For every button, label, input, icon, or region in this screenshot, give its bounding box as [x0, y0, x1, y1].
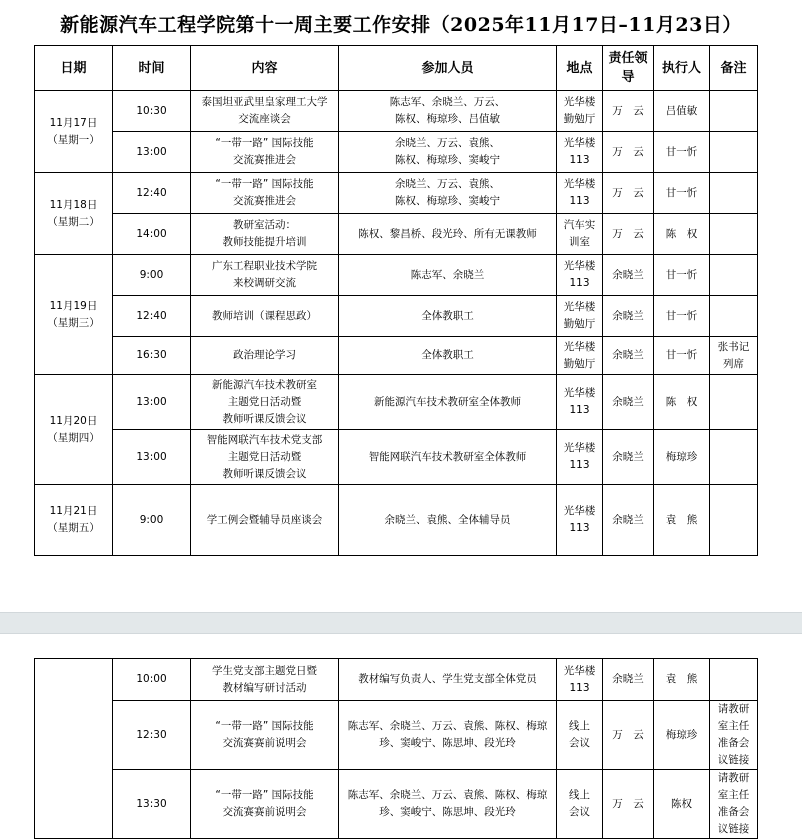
location-cell-line: 113	[569, 404, 590, 416]
location-cell	[557, 430, 603, 485]
participants-cell	[339, 214, 557, 255]
header-location: 地点	[557, 46, 603, 91]
time-cell: 12:40	[113, 296, 191, 337]
content-cell-line: “一带一路” 国际技能	[215, 720, 314, 732]
location-cell-line: 训室	[569, 236, 590, 248]
location-cell	[557, 255, 603, 296]
notes-cell-line: 请教研	[717, 772, 750, 784]
participants-cell-line: 陈权、黎昌桥、段光玲、所有无课教师	[358, 227, 537, 240]
location-cell-line: 113	[569, 681, 590, 694]
executor-cell: 甘一忻	[654, 173, 710, 214]
location-cell	[557, 132, 603, 173]
participants-cell-line: 智能网联汽车技术教研室全体教师	[368, 450, 527, 463]
location-cell-line: 光华楼	[563, 505, 596, 517]
participants-cell-line: 陈权、梅琼珍、窦峻宁	[395, 154, 500, 166]
notes-cell-line: 列席	[723, 357, 744, 370]
weekday-label: （星期三）	[47, 316, 100, 329]
header-date: 日期	[35, 46, 113, 91]
table-row	[35, 132, 758, 173]
table-row	[35, 430, 758, 485]
location-cell-line: 光华楼	[563, 301, 596, 313]
header-content: 内容	[191, 46, 339, 91]
participants-cell	[339, 132, 557, 173]
content-cell	[191, 701, 339, 770]
table-row	[35, 659, 758, 701]
weekday-label: （星期四）	[47, 431, 100, 444]
time-cell: 10:30	[113, 91, 191, 132]
location-cell	[557, 701, 603, 770]
participants-cell-line: 教材编写负责人、学生党支部全体党员	[358, 673, 537, 685]
leader-cell: 万 云	[603, 701, 654, 770]
participants-cell-line: 陈权、梅琼珍、窦峻宁	[395, 195, 500, 207]
participants-cell-line: 陈志军、余晓兰、万云、袁熊、陈权、梅琼	[347, 720, 548, 732]
executor-cell: 甘一忻	[654, 132, 710, 173]
location-cell-line: 113	[569, 277, 590, 289]
notes-cell-line: 张书记	[717, 340, 750, 353]
content-cell	[191, 91, 339, 132]
header-participants: 参加人员	[339, 46, 557, 91]
notes-cell	[710, 173, 758, 214]
table-header-row	[35, 46, 758, 91]
header-notes: 备注	[710, 46, 758, 91]
date-label: 11月18日	[49, 198, 98, 211]
table-row	[35, 375, 758, 430]
location-cell-line: 线上	[569, 789, 590, 801]
content-cell-line: 新能源汽车技术教研室	[212, 378, 317, 391]
executor-cell: 陈 权	[654, 214, 710, 255]
notes-cell-line: 准备会	[717, 806, 750, 818]
weekday-label: （星期五）	[47, 522, 100, 534]
content-cell-line: 交流赛推进会	[233, 195, 296, 207]
time-cell: 12:40	[113, 173, 191, 214]
content-cell	[191, 337, 339, 375]
schedule-table-continued	[34, 658, 758, 839]
time-cell: 13:00	[113, 132, 191, 173]
notes-cell	[710, 701, 758, 770]
table-row	[35, 91, 758, 132]
executor-cell: 袁 熊	[654, 485, 710, 556]
location-cell-line: 光华楼	[563, 178, 596, 190]
content-cell	[191, 255, 339, 296]
participants-cell	[339, 485, 557, 556]
location-cell-line: 勤勉厅	[563, 113, 596, 125]
time-cell: 14:00	[113, 214, 191, 255]
date-label: 11月17日	[49, 116, 98, 129]
participants-cell-line: 全体教职工	[421, 349, 474, 361]
content-cell-line: 来校调研交流	[233, 277, 296, 289]
date-cell	[35, 91, 113, 173]
content-cell-line: 教师培训（课程思政）	[212, 309, 317, 322]
content-cell-line: 交流赛推进会	[233, 154, 296, 166]
content-cell	[191, 430, 339, 485]
executor-cell: 吕值敏	[654, 91, 710, 132]
participants-cell	[339, 659, 557, 701]
participants-cell-line: 陈权、梅琼珍、吕值敏	[395, 113, 500, 125]
location-cell-line: 113	[569, 522, 590, 534]
header-leader: 责任领导	[603, 46, 654, 91]
participants-cell	[339, 91, 557, 132]
location-cell-line: 113	[569, 195, 590, 207]
location-cell	[557, 214, 603, 255]
table-row	[35, 255, 758, 296]
time-cell: 16:30	[113, 337, 191, 375]
location-cell-line: 线上	[569, 720, 590, 732]
content-cell-line: 主题党日活动暨	[227, 395, 302, 408]
weekday-label: （星期二）	[47, 215, 100, 228]
participants-cell	[339, 375, 557, 430]
notes-cell	[710, 337, 758, 375]
participants-cell-line: 珍、窦峻宁、陈思坤、段光玲	[379, 806, 516, 818]
location-cell-line: 113	[569, 459, 590, 471]
executor-cell: 陈 权	[654, 375, 710, 430]
date-cell	[35, 255, 113, 375]
location-cell	[557, 173, 603, 214]
time-cell: 13:00	[113, 430, 191, 485]
notes-cell	[710, 770, 758, 839]
location-cell-line: 光华楼	[563, 387, 596, 399]
notes-cell	[710, 255, 758, 296]
leader-cell: 余晓兰	[603, 337, 654, 375]
executor-cell: 甘一忻	[654, 337, 710, 375]
leader-cell: 万 云	[603, 214, 654, 255]
table-row	[35, 296, 758, 337]
time-cell: 12:30	[113, 701, 191, 770]
participants-cell-line: 陈志军、余晓兰	[410, 268, 485, 281]
executor-cell: 梅琼珍	[654, 430, 710, 485]
leader-cell: 余晓兰	[603, 255, 654, 296]
notes-cell-line: 准备会	[717, 737, 750, 749]
notes-cell-line: 议链接	[717, 754, 750, 766]
leader-cell: 余晓兰	[603, 430, 654, 485]
participants-cell-line: 余晓兰、袁熊、全体辅导员	[384, 513, 511, 526]
notes-cell-line: 请教研	[717, 703, 750, 715]
content-cell-line: “一带一路” 国际技能	[215, 789, 314, 801]
participants-cell	[339, 337, 557, 375]
executor-cell: 陈权	[654, 770, 710, 839]
content-cell-line: 教师技能提升培训	[222, 236, 307, 248]
executor-cell: 甘一忻	[654, 296, 710, 337]
date-cell	[35, 485, 113, 556]
notes-cell-line: 议链接	[717, 823, 750, 835]
participants-cell-line: 全体教职工	[421, 309, 474, 322]
page-title: 新能源汽车工程学院第十一周主要工作安排（2025年11月17日–11月23日）	[60, 14, 742, 36]
table-row	[35, 214, 758, 255]
content-cell-line: 学工例会暨辅导员座谈会	[206, 513, 323, 526]
content-cell-line: 广东工程职业技术学院	[212, 260, 317, 272]
participants-cell-line: 新能源汽车技术教研室全体教师	[374, 395, 521, 408]
executor-cell: 梅琼珍	[654, 701, 710, 770]
location-cell-line: 光华楼	[563, 340, 596, 353]
notes-cell	[710, 430, 758, 485]
notes-cell	[710, 214, 758, 255]
table-row	[35, 770, 758, 839]
leader-cell: 余晓兰	[603, 659, 654, 701]
table-row	[35, 485, 758, 556]
date-cell	[35, 375, 113, 485]
leader-cell: 万 云	[603, 91, 654, 132]
time-cell: 13:30	[113, 770, 191, 839]
content-cell	[191, 659, 339, 701]
time-cell: 13:00	[113, 375, 191, 430]
location-cell-line: 勤勉厅	[563, 357, 596, 370]
participants-cell	[339, 173, 557, 214]
participants-cell	[339, 296, 557, 337]
leader-cell: 万 云	[603, 173, 654, 214]
content-cell	[191, 375, 339, 430]
location-cell-line: 光华楼	[563, 96, 596, 108]
location-cell-line: 光华楼	[563, 260, 596, 272]
content-cell	[191, 296, 339, 337]
participants-cell-line: 陈志军、余晓兰、万云、	[389, 96, 506, 108]
location-cell	[557, 296, 603, 337]
content-cell	[191, 214, 339, 255]
location-cell-line: 光华楼	[563, 137, 596, 149]
executor-cell: 甘一忻	[654, 255, 710, 296]
date-label: 11月20日	[49, 414, 98, 427]
leader-cell: 余晓兰	[603, 296, 654, 337]
content-cell-line: 泰国坦亚武里皇家理工大学	[201, 96, 328, 108]
date-cell	[35, 659, 113, 839]
table-row	[35, 173, 758, 214]
content-cell-line: 学生党支部主题党日暨	[212, 664, 317, 677]
location-cell-line: 光华楼	[563, 442, 596, 454]
location-cell	[557, 770, 603, 839]
content-cell	[191, 485, 339, 556]
content-cell-line: 教师听课反馈会议	[222, 467, 307, 480]
time-cell: 9:00	[113, 255, 191, 296]
content-cell-line: “一带一路” 国际技能	[215, 178, 314, 190]
notes-cell	[710, 132, 758, 173]
content-cell-line: 教研室活动：	[233, 219, 296, 231]
participants-cell-line: 珍、窦峻宁、陈思坤、段光玲	[379, 737, 516, 749]
header-time: 时间	[113, 46, 191, 91]
leader-cell: 余晓兰	[603, 375, 654, 430]
schedule-table	[34, 45, 758, 556]
content-cell-line: 政治理论学习	[233, 349, 296, 361]
date-label: 11月19日	[49, 299, 98, 312]
weekday-label: （星期一）	[47, 133, 100, 146]
participants-cell	[339, 255, 557, 296]
location-cell-line: 勤勉厅	[563, 318, 596, 330]
notes-cell-line: 室主任	[717, 720, 750, 732]
notes-cell	[710, 375, 758, 430]
time-cell: 10:00	[113, 659, 191, 701]
content-cell-line: 教师听课反馈会议	[222, 412, 307, 425]
notes-cell-line: 室主任	[717, 789, 750, 801]
participants-cell-line: 余晓兰、万云、袁熊、	[395, 178, 500, 190]
date-cell	[35, 173, 113, 255]
content-cell-line: 主题党日活动暨	[227, 450, 302, 463]
leader-cell: 余晓兰	[603, 485, 654, 556]
header-executor: 执行人	[654, 46, 710, 91]
location-cell	[557, 91, 603, 132]
content-cell	[191, 132, 339, 173]
participants-cell	[339, 701, 557, 770]
content-cell-line: 教材编写研讨活动	[222, 681, 307, 694]
participants-cell	[339, 770, 557, 839]
content-cell-line: 交流赛赛前说明会	[222, 806, 307, 818]
content-cell	[191, 770, 339, 839]
content-cell-line: 交流座谈会	[238, 113, 291, 125]
content-cell-line: “一带一路” 国际技能	[215, 137, 314, 149]
location-cell-line: 会议	[569, 806, 590, 818]
location-cell-line: 光华楼	[563, 664, 596, 677]
participants-cell-line: 陈志军、余晓兰、万云、袁熊、陈权、梅琼	[347, 789, 548, 801]
leader-cell: 万 云	[603, 132, 654, 173]
location-cell	[557, 659, 603, 701]
location-cell	[557, 375, 603, 430]
time-cell: 9:00	[113, 485, 191, 556]
content-cell-line: 智能网联汽车技术党支部	[206, 433, 323, 446]
page-break	[0, 612, 802, 634]
notes-cell	[710, 91, 758, 132]
location-cell-line: 汽车实	[563, 219, 596, 231]
participants-cell	[339, 430, 557, 485]
notes-cell	[710, 296, 758, 337]
date-label: 11月21日	[49, 505, 98, 517]
content-cell	[191, 173, 339, 214]
table-row	[35, 701, 758, 770]
leader-cell: 万 云	[603, 770, 654, 839]
participants-cell-line: 余晓兰、万云、袁熊、	[395, 137, 500, 149]
table-row	[35, 337, 758, 375]
content-cell-line: 交流赛赛前说明会	[222, 737, 307, 749]
executor-cell: 袁 熊	[654, 659, 710, 701]
notes-cell	[710, 485, 758, 556]
location-cell-line: 113	[569, 154, 590, 166]
notes-cell	[710, 659, 758, 701]
location-cell	[557, 337, 603, 375]
location-cell	[557, 485, 603, 556]
location-cell-line: 会议	[569, 737, 590, 749]
